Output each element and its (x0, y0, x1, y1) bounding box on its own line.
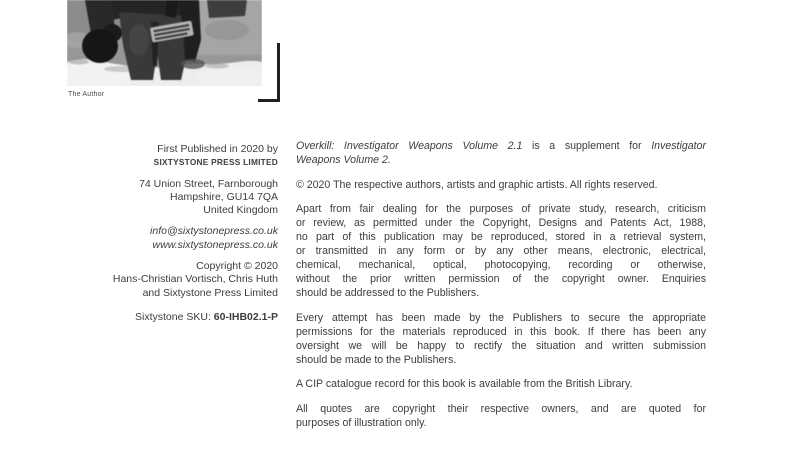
legal-paragraph (296, 402, 706, 430)
paragraph-line (296, 258, 706, 272)
legal-paragraph (296, 311, 706, 367)
text-segment: Copyright © 2020 (196, 260, 278, 273)
text-segment: Hampshire, GU14 7QA (170, 190, 278, 203)
paragraph-line (296, 325, 706, 339)
text-segment: or review, as permitted under the Copyright, Designs and Patents Act, 1988, (296, 217, 706, 229)
text-segment: no part of this publication may be reproduced, stored in a retrieval system, (296, 231, 706, 243)
legal-paragraph (296, 139, 706, 167)
paragraph-line (296, 272, 706, 286)
info-line (40, 239, 278, 252)
info-line (40, 178, 278, 191)
text-segment: Every attempt has been made by the Publishers to secure the appropriate (296, 311, 706, 324)
text-segment: Investigator (651, 140, 706, 152)
author-photo (67, 0, 262, 86)
info-group (40, 225, 278, 252)
publication-info-column (40, 143, 278, 324)
info-line (40, 311, 278, 324)
text-segment: A CIP catalogue record for this book is available from the British Library. (296, 378, 633, 390)
paragraph-line (296, 230, 706, 244)
paragraph-line (296, 402, 706, 416)
paragraph-line (296, 178, 706, 192)
text-segment: and Sixtystone Press Limited (142, 286, 278, 299)
info-line (40, 156, 278, 169)
paragraph-line (296, 244, 706, 258)
text-segment: Hans-Christian Vortisch, Chris Huth (112, 273, 278, 286)
legal-text-column (296, 139, 706, 430)
photo-caption: The Author (68, 91, 105, 98)
text-segment: info@sixtystonepress.co.uk (150, 225, 278, 238)
text-segment: without the prior written permission of the copyright owner. Enquiries (296, 273, 706, 285)
paragraph-line (296, 339, 706, 353)
text-segment: 60-IHB02.1-P (213, 310, 278, 323)
paragraph-line (296, 153, 706, 167)
info-line (40, 287, 278, 300)
paragraph-line (296, 377, 706, 391)
text-segment: www.sixtystonepress.co.uk (152, 238, 278, 251)
info-line (40, 191, 278, 204)
text-segment: 74 Union Street, Farnborough (139, 177, 278, 190)
author-photo-image (67, 0, 262, 86)
text-segment: purposes of illustration only. (296, 416, 427, 429)
text-segment: permissions for the materials reproduced in this book. If there has been any (296, 325, 706, 338)
text-segment: Overkill: Investigator Weapons Volume 2.1 (296, 140, 523, 152)
paragraph-line (296, 311, 706, 325)
info-line (40, 204, 278, 217)
text-segment: Sixtystone SKU: (135, 310, 214, 323)
paragraph-line (296, 416, 706, 430)
text-segment: Weapons Volume 2. (296, 154, 391, 166)
text-segment: SIXTYSTONE PRESS LIMITED (153, 157, 278, 168)
text-segment: should be made to the Publishers. (296, 353, 457, 366)
text-segment: Apart from fair dealing for the purposes of private study, research, criticism (296, 203, 706, 215)
info-group (40, 143, 278, 170)
info-line (40, 273, 278, 286)
text-segment: First Published in 2020 by (157, 143, 278, 155)
info-group (40, 311, 278, 324)
info-line (40, 225, 278, 238)
info-line (40, 143, 278, 156)
legal-paragraph (296, 377, 706, 391)
text-segment: or transmitted in any form or by any other means, electronic, electrical, (296, 245, 706, 257)
paragraph-line (296, 353, 706, 367)
paragraph-line (296, 202, 706, 216)
paragraph-line (296, 216, 706, 230)
text-segment: oversight we will be happy to rectify the situation and written submission (296, 339, 706, 352)
info-group (40, 178, 278, 218)
text-segment: United Kingdom (203, 204, 278, 217)
legal-paragraph (296, 178, 706, 192)
paragraph-line (296, 139, 706, 153)
paragraph-line (296, 286, 706, 300)
text-segment: chemical, mechanical, optical, photocopying, recording or otherwise, (296, 259, 706, 271)
corner-bracket-decoration (258, 43, 280, 102)
text-segment: is a supplement for (522, 140, 652, 152)
legal-paragraph (296, 202, 706, 300)
info-group (40, 260, 278, 300)
text-segment: All quotes are copyright their respective owners, and are quoted for (296, 402, 706, 415)
text-segment: © 2020 The respective authors, artists and graphic artists. All rights reserved. (296, 178, 658, 191)
info-line (40, 260, 278, 273)
text-segment: should be addressed to the Publishers. (296, 287, 480, 299)
